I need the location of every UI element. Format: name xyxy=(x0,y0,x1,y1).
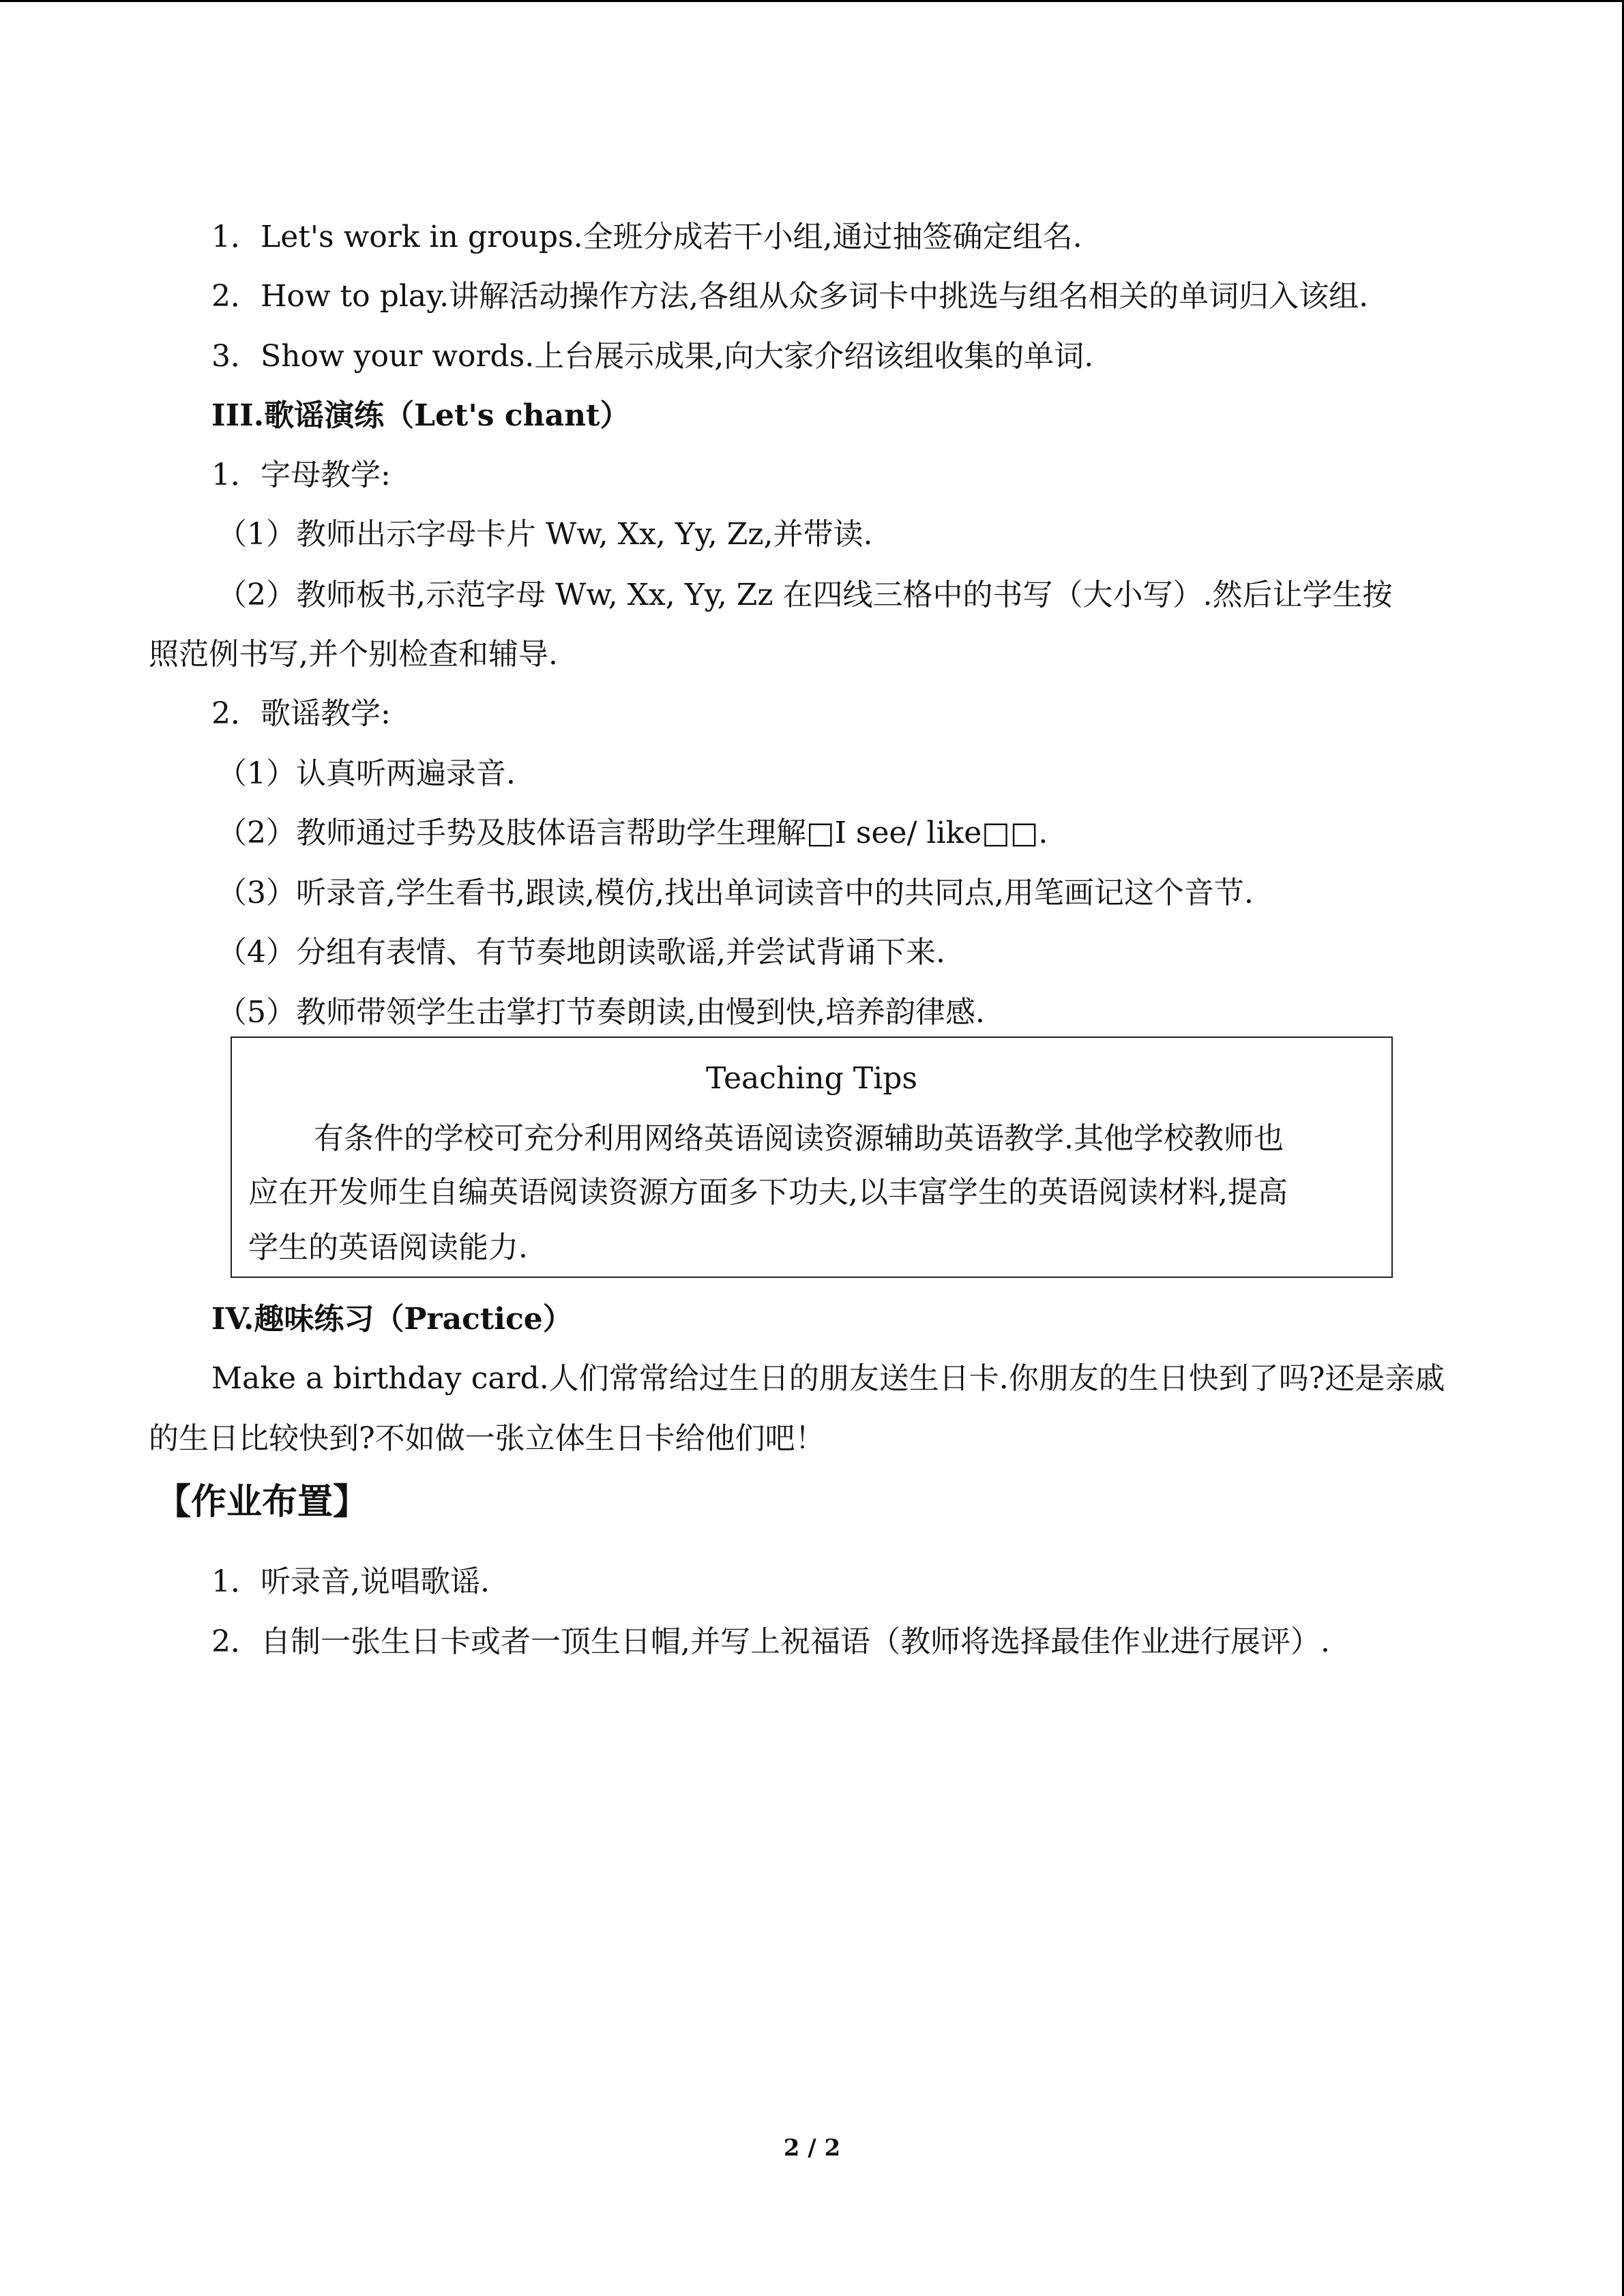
letter-teaching-heading: 1．字母教学: xyxy=(211,458,391,492)
letter-step-2: （2）教师板书,示范字母 Ww, Xx, Yy, Zz 在四线三格中的书写（大小写）.然后让学生按 xyxy=(217,578,1393,612)
chant-step-1: （1）认真听两遍录音. xyxy=(217,756,516,791)
step-3-text: 3．Show your words.上台展示成果,向大家介绍该组收集的单词. xyxy=(211,339,1094,374)
section-chant-heading: III.歌谣演练（Let's chant） xyxy=(211,398,630,433)
teaching-tips-line-3: 学生的英语阅读能力. xyxy=(248,1230,528,1265)
teaching-tips-line-2: 应在开发师生自编英语阅读资源方面多下功夫,以丰富学生的英语阅读材料,提高 xyxy=(248,1175,1288,1210)
teaching-tips-title: Teaching Tips xyxy=(706,1061,917,1096)
teaching-tips-box xyxy=(231,1037,1393,1278)
page-top-border xyxy=(0,0,1624,2)
step-1-text: 1．Let's work in groups.全班分成若干小组,通过抽签确定组名. xyxy=(211,220,1082,254)
teaching-tips-line-1: 有条件的学校可充分利用网络英语阅读资源辅助英语教学.其他学校教师也 xyxy=(314,1121,1284,1156)
step-2-text: 2．How to play.讲解活动操作方法,各组从众多词卡中挑选与组名相关的单词归入该组. xyxy=(211,279,1369,314)
homework-heading: 【作业布置】 xyxy=(156,1482,369,1523)
letter-step-2-cont: 照范例书写,并个别检查和辅导. xyxy=(149,637,558,672)
practice-text: Make a birthday card.人们常常给过生日的朋友送生日卡.你朋友的生日快到了吗?还是亲戚 xyxy=(211,1361,1445,1396)
section-practice-heading: IV.趣味练习（Practice） xyxy=(211,1302,573,1337)
letter-step-1: （1）教师出示字母卡片 Ww, Xx, Yy, Zz,并带读. xyxy=(217,517,873,552)
chant-step-5: （5）教师带领学生击掌打节奏朗读,由慢到快,培养韵律感. xyxy=(217,995,985,1030)
homework-item-1: 1．听录音,说唱歌谣. xyxy=(211,1564,490,1599)
chant-step-3: （3）听录音,学生看书,跟读,模仿,找出单词读音中的共同点,用笔画记这个音节. xyxy=(217,876,1254,910)
chant-teaching-heading: 2．歌谣教学: xyxy=(211,696,391,731)
chant-step-2: （2）教师通过手势及肢体语言帮助学生理解□I see/ like□□. xyxy=(217,816,1048,850)
homework-item-2: 2．自制一张生日卡或者一顶生日帽,并写上祝福语（教师将选择最佳作业进行展评）. xyxy=(211,1624,1330,1659)
chant-step-4: （4）分组有表情、有节奏地朗读歌谣,并尝试背诵下来. xyxy=(217,935,945,970)
page-number: 2 / 2 xyxy=(783,2134,841,2162)
practice-text-cont: 的生日比较快到?不如做一张立体生日卡给他们吧！ xyxy=(149,1421,825,1456)
